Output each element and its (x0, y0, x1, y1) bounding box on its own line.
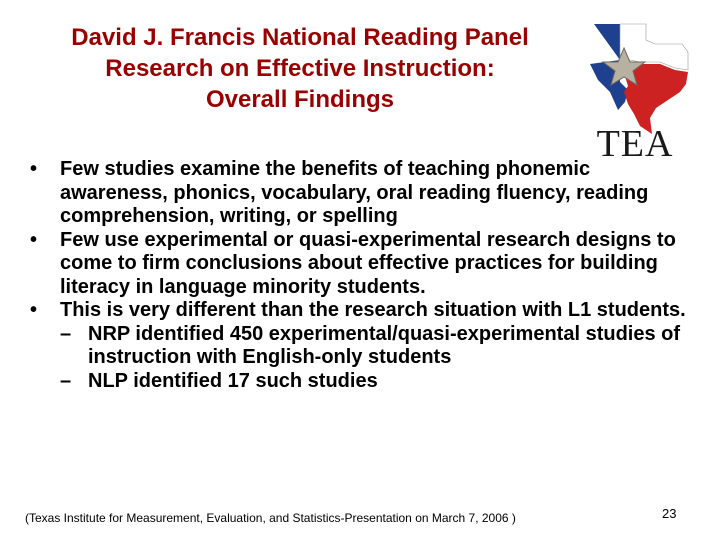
sub-bullet-item (30, 370, 700, 394)
page-number: 23 (662, 506, 677, 521)
bullet-item (30, 299, 700, 323)
title-line-2: Research on Effective Instruction: (105, 55, 495, 82)
bullet-list (30, 158, 700, 393)
sub-bullet-text: NLP identified 17 such studies (88, 369, 378, 392)
title-line-3: Overall Findings (205, 86, 395, 113)
bullet-mark: • (30, 299, 38, 321)
logo-text: TEA (596, 123, 674, 162)
sub-bullet-mark: – (60, 369, 72, 392)
bullet-item (30, 229, 700, 300)
slide-title (20, 22, 580, 115)
sub-bullet-text: NRP identified 450 experimental/quasi-experimental studies of instruction with English-only students (88, 322, 681, 368)
title-line-1: David J. Francis National Reading Panel (71, 24, 529, 51)
tea-logo (580, 22, 690, 162)
bullet-text: Few studies examine the benefits of teaching phonemic awareness, phonics, vocabulary, oral reading fluency, reading comprehension, writing, or spelling (60, 158, 649, 227)
bullet-text: Few use experimental or quasi-experimental research designs to come to firm conclusions about effective practices for building literacy in language minority students. (60, 228, 676, 298)
bullet-mark: • (30, 158, 38, 180)
sub-bullet-item (30, 323, 700, 370)
bullet-mark: • (30, 228, 38, 251)
texas-star-map-icon (580, 22, 690, 162)
bullet-text: This is very different than the research situation with L1 students. (60, 299, 686, 321)
bullet-item (30, 158, 700, 229)
sub-bullet-mark: – (60, 322, 72, 345)
footer-citation: (Texas Institute for Measurement, Evaluation, and Statistics-Presentation on March 7, 2006 ) (25, 511, 516, 525)
